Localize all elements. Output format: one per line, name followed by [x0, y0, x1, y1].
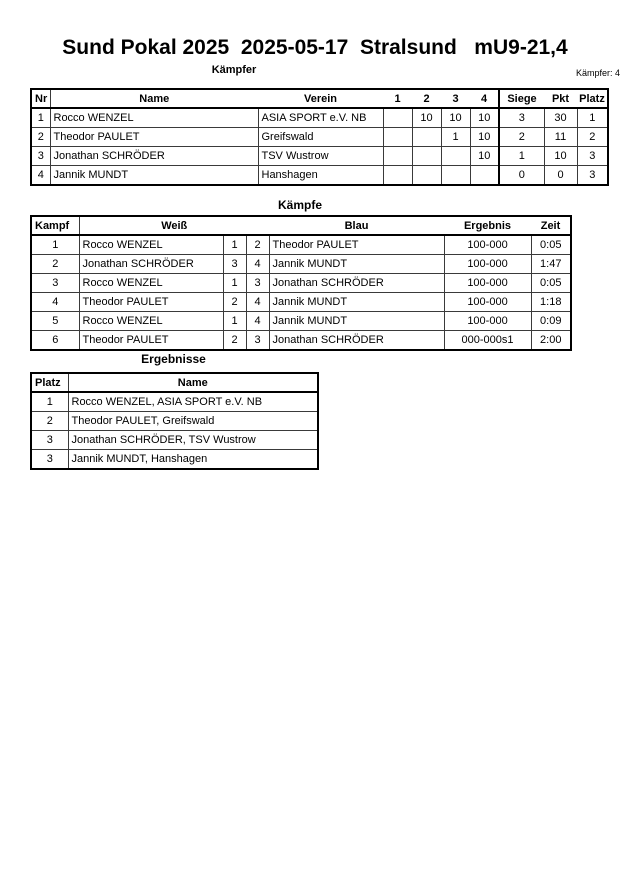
- cell-nr: 3: [31, 147, 50, 166]
- cell-siege: 1: [499, 147, 544, 166]
- kaempfer-header-row: [31, 89, 608, 108]
- cell-zeit: 2:00: [531, 331, 571, 351]
- kampf-row: [31, 331, 571, 351]
- kaempfe-table: [30, 215, 572, 351]
- kaempfer-row: [31, 108, 608, 128]
- header-platz: Platz: [577, 89, 608, 108]
- cell-weiss-nr: 2: [223, 331, 246, 351]
- cell-weiss-name: Rocco WENZEL: [79, 235, 223, 255]
- kaempfer-row: [31, 166, 608, 186]
- cell-platz: 3: [31, 450, 68, 470]
- header-name: Name: [68, 373, 318, 392]
- cell-blau-name: Jannik MUNDT: [269, 293, 444, 312]
- header-kampf: Kampf: [31, 216, 79, 235]
- cell-name: Jonathan SCHRÖDER, TSV Wustrow: [68, 431, 318, 450]
- ergebnis-row: [31, 431, 318, 450]
- cell-name: Theodor PAULET: [50, 128, 258, 147]
- cell-zeit: 0:09: [531, 312, 571, 331]
- cell-platz: 2: [31, 412, 68, 431]
- cell-pkt: 10: [544, 147, 577, 166]
- cell-pkt: 11: [544, 128, 577, 147]
- cell-platz: 2: [577, 128, 608, 147]
- cell-score3: [441, 166, 470, 186]
- cell-weiss-nr: 2: [223, 293, 246, 312]
- cell-score2: [412, 128, 441, 147]
- cell-nr: 4: [31, 166, 50, 186]
- cell-blau-nr: 3: [246, 331, 269, 351]
- cell-name: Jannik MUNDT, Hanshagen: [68, 450, 318, 470]
- cell-kampf-nr: 1: [31, 235, 79, 255]
- cell-score3: [441, 147, 470, 166]
- cell-platz: 3: [577, 147, 608, 166]
- fighters-section-label: Kämpfer: [211, 64, 257, 76]
- cell-score4: 10: [470, 108, 499, 128]
- ergebnisse-table: [30, 372, 319, 470]
- cell-name: Rocco WENZEL: [50, 108, 258, 128]
- kaempfer-table: [30, 88, 609, 186]
- cell-platz: 1: [577, 108, 608, 128]
- kampf-row: [31, 274, 571, 293]
- cell-blau-name: Jannik MUNDT: [269, 312, 444, 331]
- cell-weiss-nr: 1: [223, 235, 246, 255]
- cell-ergebnis: 100-000: [444, 235, 531, 255]
- cell-siege: 3: [499, 108, 544, 128]
- kaempfe-section-title: Kämpfe: [277, 198, 322, 212]
- cell-ergebnis: 100-000: [444, 312, 531, 331]
- cell-score2: 10: [412, 108, 441, 128]
- cell-name: Jonathan SCHRÖDER: [50, 147, 258, 166]
- cell-score4: 10: [470, 147, 499, 166]
- kampf-row: [31, 312, 571, 331]
- header-weiss: Weiß: [79, 216, 269, 235]
- header-blau: Blau: [269, 216, 444, 235]
- cell-blau-name: Jannik MUNDT: [269, 255, 444, 274]
- header-name: Name: [50, 89, 258, 108]
- header-opp3: 3: [441, 89, 470, 108]
- cell-weiss-nr: 1: [223, 312, 246, 331]
- cell-blau-nr: 4: [246, 255, 269, 274]
- cell-zeit: 0:05: [531, 235, 571, 255]
- cell-siege: 0: [499, 166, 544, 186]
- cell-nr: 1: [31, 108, 50, 128]
- cell-zeit: 1:47: [531, 255, 571, 274]
- kaempfe-header-row: [31, 216, 571, 235]
- cell-weiss-name: Theodor PAULET: [79, 293, 223, 312]
- header-verein: Verein: [258, 89, 383, 108]
- cell-kampf-nr: 6: [31, 331, 79, 351]
- cell-blau-nr: 3: [246, 274, 269, 293]
- cell-name: Jannik MUNDT: [50, 166, 258, 186]
- header-zeit: Zeit: [531, 216, 571, 235]
- kampf-row: [31, 235, 571, 255]
- ergebnis-row: [31, 412, 318, 431]
- cell-weiss-name: Jonathan SCHRÖDER: [79, 255, 223, 274]
- cell-kampf-nr: 5: [31, 312, 79, 331]
- cell-weiss-name: Theodor PAULET: [79, 331, 223, 351]
- cell-weiss-nr: 1: [223, 274, 246, 293]
- header-opp4: 4: [470, 89, 499, 108]
- cell-score4: 10: [470, 128, 499, 147]
- cell-weiss-nr: 3: [223, 255, 246, 274]
- ergebnis-row: [31, 450, 318, 470]
- cell-name: Theodor PAULET, Greifswald: [68, 412, 318, 431]
- cell-pkt: 30: [544, 108, 577, 128]
- cell-platz: 3: [577, 166, 608, 186]
- cell-zeit: 0:05: [531, 274, 571, 293]
- cell-score3: 1: [441, 128, 470, 147]
- cell-verein: Hanshagen: [258, 166, 383, 186]
- kampf-row: [31, 293, 571, 312]
- cell-score1: [383, 166, 412, 186]
- cell-blau-name: Jonathan SCHRÖDER: [269, 331, 444, 351]
- page-title: Sund Pokal 2025 2025-05-17 Stralsund mU9-21,4: [62, 36, 568, 59]
- cell-ergebnis: 100-000: [444, 274, 531, 293]
- cell-kampf-nr: 4: [31, 293, 79, 312]
- fighters-count: Kämpfer: 4: [575, 68, 620, 78]
- header-opp1: 1: [383, 89, 412, 108]
- cell-zeit: 1:18: [531, 293, 571, 312]
- cell-blau-name: Theodor PAULET: [269, 235, 444, 255]
- cell-siege: 2: [499, 128, 544, 147]
- cell-score1: [383, 108, 412, 128]
- ergebnisse-header-row: [31, 373, 318, 392]
- kaempfer-row: [31, 128, 608, 147]
- cell-verein: Greifswald: [258, 128, 383, 147]
- cell-platz: 1: [31, 392, 68, 412]
- cell-platz: 3: [31, 431, 68, 450]
- cell-ergebnis: 000-000s1: [444, 331, 531, 351]
- cell-score2: [412, 166, 441, 186]
- cell-ergebnis: 100-000: [444, 255, 531, 274]
- cell-score1: [383, 147, 412, 166]
- cell-score3: 10: [441, 108, 470, 128]
- cell-blau-nr: 4: [246, 293, 269, 312]
- header-pkt: Pkt: [544, 89, 577, 108]
- header-platz: Platz: [31, 373, 68, 392]
- header-opp2: 2: [412, 89, 441, 108]
- cell-pkt: 0: [544, 166, 577, 186]
- cell-score2: [412, 147, 441, 166]
- cell-score1: [383, 128, 412, 147]
- cell-name: Rocco WENZEL, ASIA SPORT e.V. NB: [68, 392, 318, 412]
- cell-kampf-nr: 3: [31, 274, 79, 293]
- cell-blau-nr: 4: [246, 312, 269, 331]
- cell-blau-name: Jonathan SCHRÖDER: [269, 274, 444, 293]
- cell-weiss-name: Rocco WENZEL: [79, 274, 223, 293]
- cell-weiss-name: Rocco WENZEL: [79, 312, 223, 331]
- header-nr: Nr: [31, 89, 50, 108]
- cell-score4: [470, 166, 499, 186]
- ergebnis-row: [31, 392, 318, 412]
- cell-verein: ASIA SPORT e.V. NB: [258, 108, 383, 128]
- kampf-row: [31, 255, 571, 274]
- kaempfer-row: [31, 147, 608, 166]
- cell-blau-nr: 2: [246, 235, 269, 255]
- cell-kampf-nr: 2: [31, 255, 79, 274]
- cell-nr: 2: [31, 128, 50, 147]
- header-siege: Siege: [499, 89, 544, 108]
- header-ergebnis: Ergebnis: [444, 216, 531, 235]
- cell-verein: TSV Wustrow: [258, 147, 383, 166]
- ergebnisse-section-title: Ergebnisse: [141, 352, 206, 366]
- cell-ergebnis: 100-000: [444, 293, 531, 312]
